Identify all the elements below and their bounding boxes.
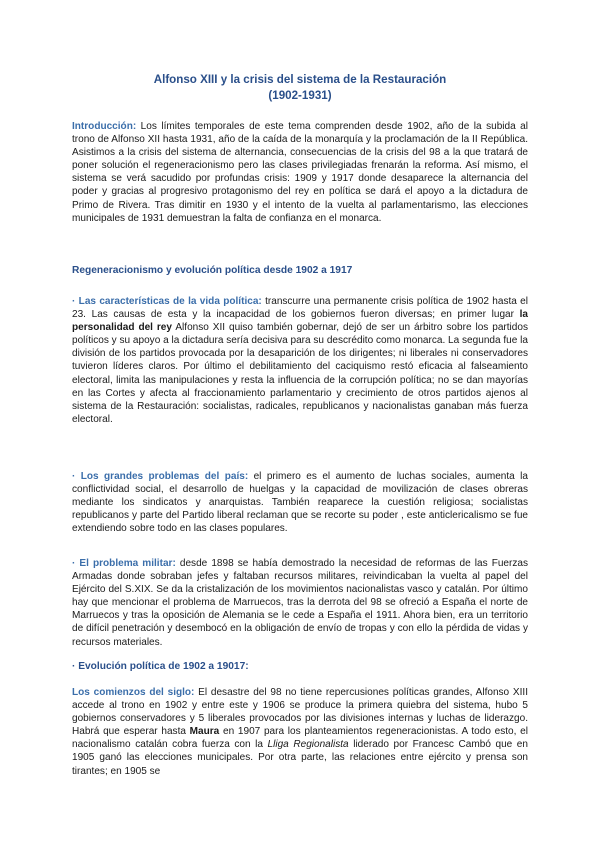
grandes-problemas-label: · Los grandes problemas del país: (72, 471, 249, 482)
paragraph-grandes-problemas (72, 470, 528, 535)
evolucion-heading: · Evolución política de 1902 a 19017: (72, 661, 249, 672)
title-line-2: (1902-1931) (268, 89, 332, 102)
comienzos-siglo-label: Los comienzos del siglo: (72, 687, 195, 698)
intro-paragraph (72, 120, 528, 225)
vida-politica-text-b: Alfonso XII quiso también gobernar, dejó de ser un árbitro sobre los partidos políticos y su apoyo a la dictadura sería decisiva para su descrédito como monarca. La segunda fue la división de los partidos provocada por la desaparición de los dirigentes; ni liberales ni conservadores tuvieron líderes claros. Por último el debilitamiento del caciquismo restó eficacia al falseamiento electoral, limita las manipulaciones y resta la influencia de la corrupción política; no se dan mayorías en las Cortes y afecta al fraccionamiento parlamentario y crecimiento de otros partidos ajenos al sistema de la Restauración: socialistas, radicales, republicanos y nacionalistas ganaban más fuerza electoral. (72, 322, 528, 425)
comienzos-bold: Maura (189, 726, 220, 738)
document-title (72, 72, 528, 104)
paragraph-comienzos-siglo (72, 686, 528, 778)
vida-politica-text-a: transcurre una permanente crisis política de 1902 hasta el 23. Las causas de esta y la incapacidad de los gobiernos fueron diversas; en primer lugar (72, 296, 528, 321)
paragraph-problema-militar (72, 557, 528, 649)
grandes-problemas-text: el primero es el aumento de luchas sociales, aumenta la conflictividad social, el desarrollo de huelgas y la capacidad de movilización de clases obreras mediante los sindicatos y anarquistas. También reaparece la cuestión religiosa; socialistas republicanos y parte del Partido liberal reclaman que se recorte su poder , este anticlericalismo se fue extendiendo sobre todo en las clases populares. (72, 471, 528, 535)
title-line-1: Alfonso XIII y la crisis del sistema de la Restauración (153, 73, 447, 86)
comienzos-italic: Lliga Regionalista (267, 739, 349, 751)
comienzos-text-c: liderado por Francesc Cambó que en 1905 ganó las elecciones municipales. Por otra parte, las relaciones entre ejército y prensa son tirantes; en 1905 se (72, 739, 528, 777)
section-heading: Regeneracionismo y evolución política desde 1902 a 1917 (72, 265, 353, 276)
vida-politica-label: · Las características de la vida política: (72, 296, 262, 307)
intro-text: Los límites temporales de este tema comprenden desde 1902, año de la subida al trono de Alfonso XII hasta 1931, año de la caída de la monarquía y la proclamación de la II República. Asistimos a la crisis del sistema de alternancia, consecuencias de la crisis del 98 a la que tratará de poner solución el regeneracionismo pero las clases privilegiadas frenarán la reforma. Así mismo, el sistema se verá sacudido por profundas crisis: 1909 y 1917 donde desaparece la alternancia del poder y gracias al progresivo protagonismo del rey en política se dará el apoyo a la dictadura de Primo de Rivera. Tras dimitir en 1930 y el intento de la vuelta al parlamentarismo, las elecciones municipales de 1931 demuestran la falta de confianza en el monarca. (72, 121, 528, 224)
vida-politica-bold: la personalidad del rey (72, 309, 528, 334)
comienzos-text-a: El desastre del 98 no tiene repercusiones políticas grandes, Alfonso XIII accede al trono en 1902 y entre este y 1906 se produce la primera quiebra del sistema, hubo 5 gobiernos conservadores y 5 liberales provocados por las divisiones internas y luchas de liderazgo. Habrá que esperar hasta (72, 687, 528, 738)
comienzos-text-b: en 1907 para los planteamientos regeneracionistas. A todo esto, el nacionalismo catalán cobra fuerza con la (72, 726, 528, 751)
paragraph-vida-politica (72, 295, 528, 426)
problema-militar-label: · El problema militar: (72, 558, 176, 569)
problema-militar-text: desde 1898 se había demostrado la necesidad de reformas de las Fuerzas Armadas donde sobraban jefes y faltaban recursos militares, reivindicaban la vuelta al papel del Ejército del S.XIX. Se da la cristalización de los movimientos nacionalistas vasco y catalán. Por último hay que mencionar el problema de Marruecos, tras la derrota del 98 se ofreció a España el norte de Marruecos y tras la oposición de Alemania se le cede a España el 1911. Ahora bien, era un territorio de difícil penetración y desembocó en la obligación de envío de tropas y con ello la pérdida de vidas y recursos materiales. (72, 558, 528, 648)
intro-label: Introducción: (72, 121, 137, 132)
